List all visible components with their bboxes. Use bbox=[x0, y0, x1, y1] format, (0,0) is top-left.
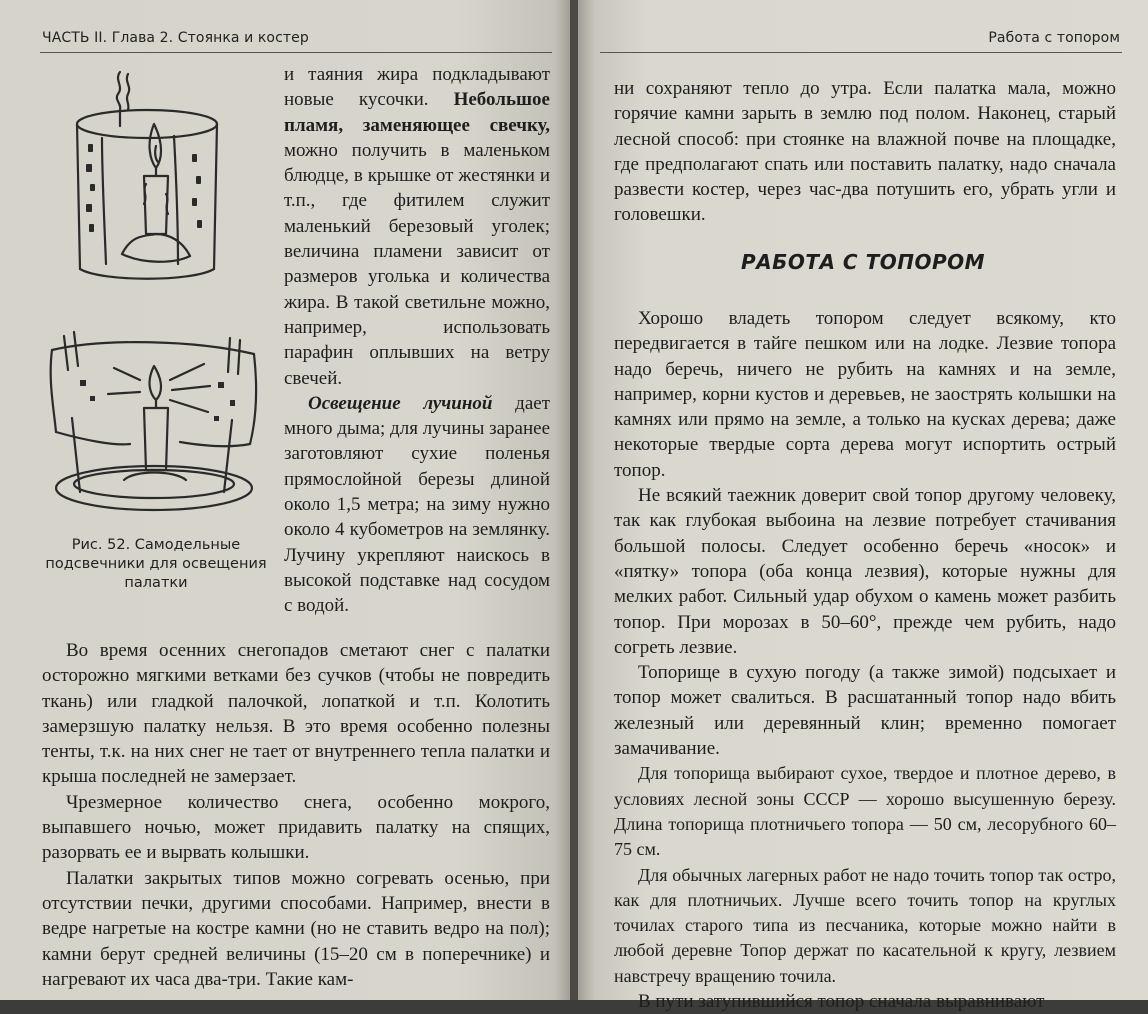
paragraph-candle-flame: и таяния жира подкладывают новые кусочки. Небольшое пламя, заменяющее свечку, можно получить в маленьком блюдце, в крышке от жестянки и т.п., где фитилем служит маленький березовый уголек; величина пламени зависит от размеров уголька и количества жира. В такой светильне можно, например, использовать парафин оплывших на ветру свечей. bbox=[284, 64, 550, 389]
plate-candle-illustration bbox=[44, 320, 266, 516]
can-candle-illustration bbox=[62, 64, 232, 289]
right-header-rule bbox=[600, 52, 1122, 53]
paragraph-splinter-lighting: Освещение лучиной дает много дыма; для лучины заранее заготовляют сухие поленья прямослойной березы длиной около 1,5 метра; на зиму нужно около 4 кубометров на землянку. Лучину укрепляют наискось в высокой подставке над сосудом с водой. bbox=[284, 392, 550, 617]
right-top-text bbox=[614, 76, 1116, 228]
paragraph-stones-warmth: ни сохраняют тепло до утра. Если палатка мала, можно горячие камни зарыть в землю под полом. Наконец, старый лесной способ: при стоянке на влажной почве на площадке, где предполагают спать или поставить палатку, надо сначала развести костер, через час-два потушить его, убрать угли и головешки. bbox=[614, 78, 1116, 226]
paragraph-sharpening: Для обычных лагерных работ не надо точить топор так остро, как для плотничьих. Лучше всего точить топор на круглых точилах старого типа из песчаника, которые можно найти в любой деревне Топор держат по касательной к кругу, лезвием навстречу вращению точила. bbox=[614, 864, 1116, 986]
left-narrow-column bbox=[284, 62, 550, 619]
right-running-head: Работа с топором bbox=[988, 30, 1120, 46]
figure-caption: Рис. 52. Самодельные подсвечники для освещения палатки bbox=[45, 537, 267, 591]
paragraph-excess-snow: Чрезмерное количество снега, особенно мокрого, выпавшего ночью, может придавить палатку на спящих, разорвать ее и вырвать колышки. bbox=[42, 791, 550, 864]
paragraph-handle-wood: Для топорища выбирают сухое, твердое и плотное дерево, в условиях лесной зоны СССР — хорошо высушенную березу. Длина топорища плотничьего топора — 50 см, лесорубного 60–75 см. bbox=[614, 763, 1116, 860]
paragraph-axe-trust: Не всякий таежник доверит свой топор другому человеку, так как глубокая выбоина на лезвие потребует стачивания большой полосы. Следует особенно беречь «носок» и «пятку» топора (оба конца лезвия), которые нужны для мелких работ. Сильный удар обухом о камень может разбить топор. При морозах в 50–60°, прежде чем рубить, надо согреть лезвие. bbox=[614, 485, 1116, 658]
paragraph-dull-axe: В пути затупившийся топор сначала выравнивают bbox=[638, 991, 1045, 1013]
emphasis-splinter-lighting: Освещение лучиной bbox=[308, 392, 493, 414]
emphasis-small-flame: Небольшое пламя, заменяющее свечку, bbox=[284, 89, 550, 136]
paragraph-axe-mastery: Хорошо владеть топором следует всякому, кто передвигается в тайге пешком или на лодке. Лезвие топора надо беречь, ничего не рубить на камнях и на земле, например, корни кустов и деревьев, не заострять колышки на камнях или прямо на земле, а только на кусках дерева; даже некоторые твердые сорта дерева могут испортить острый топор. bbox=[614, 308, 1116, 481]
paragraph-heating-tents: Палатки закрытых типов можно согревать осенью, при отсутствии печки, другими способами. Например, внести в ведре нагретые на костре камни (но не ставить ведро на пол); камни берут средней величины (15–20 см в поперечнике) и нагревают их часа два-три. Такие кам- bbox=[42, 867, 550, 990]
paragraph-axe-handle-dry: Топорище в сухую погоду (а также зимой) подсыхает и топор может свалиться. В расшатанный топор надо вбить железный или деревянный клин; временно помогает замачивание. bbox=[614, 662, 1116, 760]
paragraph-snowfall: Во время осенних снегопадов сметают снег с палатки осторожно мягкими ветками без сучков (чтобы не повредить ткань) или гладкой палочкой, лопаткой и т.п. Колотить замерзшую палатку нельзя. В это время особенно полезны тенты, т.к. на них снег не тает от внутреннего тепла палатки и крыша последней не замерзает. bbox=[42, 640, 550, 788]
left-header-rule bbox=[40, 52, 552, 53]
right-page bbox=[578, 0, 1148, 1013]
left-running-head: ЧАСТЬ II. Глава 2. Стоянка и костер bbox=[42, 30, 309, 46]
left-page bbox=[0, 0, 572, 1000]
section-title: РАБОТА С ТОПОРОМ bbox=[740, 250, 986, 274]
left-wide-column bbox=[42, 638, 550, 992]
right-body-text bbox=[614, 306, 1116, 1014]
